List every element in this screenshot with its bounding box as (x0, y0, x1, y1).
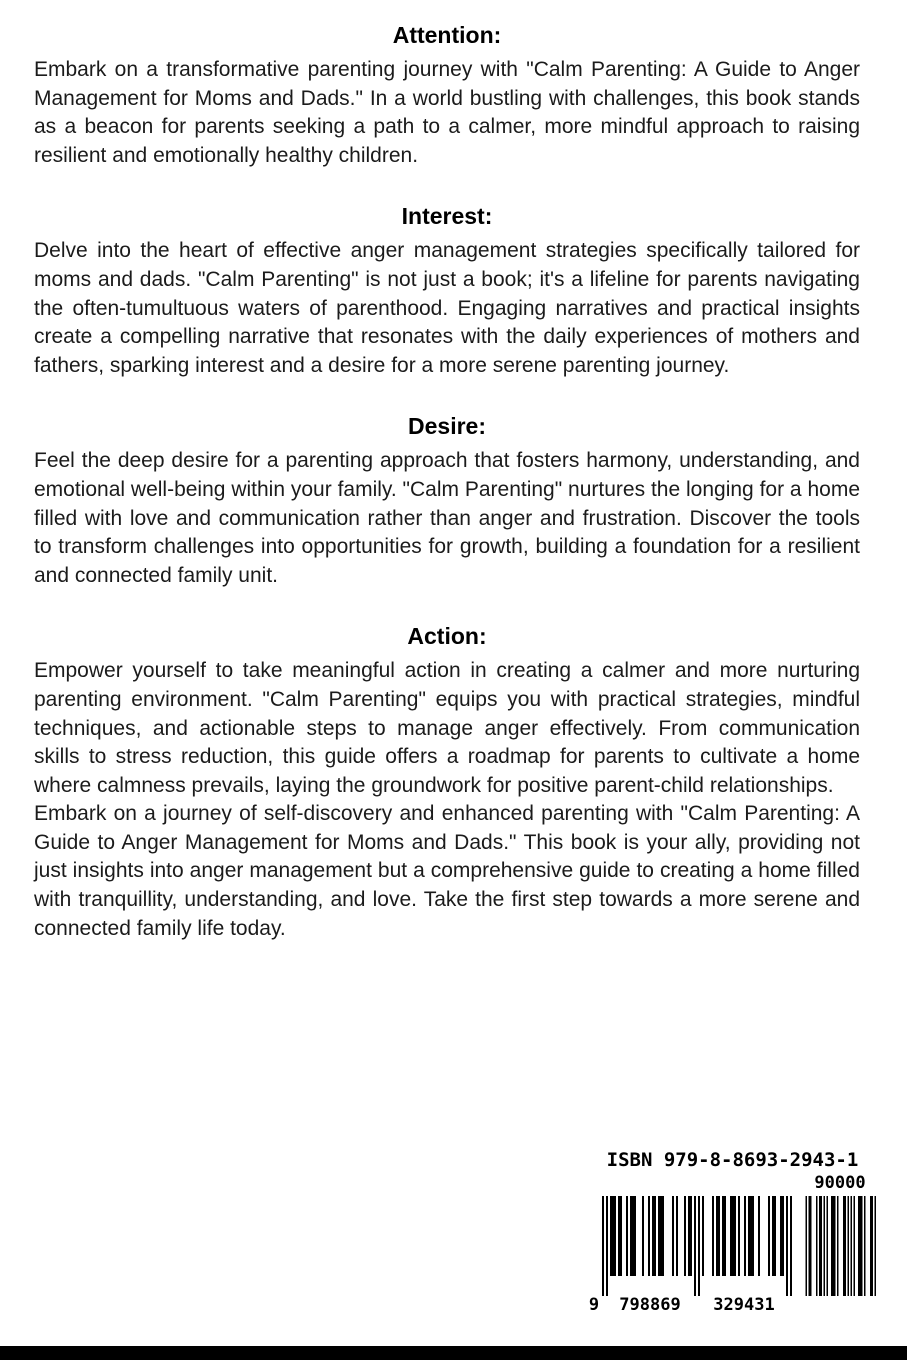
isbn-label: ISBN 979-8-8693-2943-1 (606, 1149, 859, 1171)
ean-digit-group-1: 9 (588, 1295, 600, 1314)
section-heading-interest: Interest: (401, 203, 493, 230)
section-paragraph: Delve into the heart of effective anger management strategies specifically tailored for moms and dads. "Calm Parenting" is not just a book; it's a lifeline for parents navigating the often-tumultuous waters of parenthood. Engaging narratives and practical insights create a compelling narrative that resonates with the daily experiences of mothers and fathers, sparking interest and a desire for a more serene parenting journey. (34, 239, 860, 377)
section-interest (34, 201, 860, 380)
section-paragraph: Feel the deep desire for a parenting approach that fosters harmony, understanding, and emotional well-being within your family. "Calm Parenting" nurtures the longing for a home filled with love and communication rather than anger and frustration. Discover the tools to transform challenges into opportunities for growth, building a foundation for a resilient and connected family unit. (34, 449, 860, 587)
price-code: 90000 (814, 1173, 866, 1193)
ean-digit-group-2: 798869 (619, 1295, 681, 1314)
section-heading-desire: Desire: (408, 413, 486, 440)
ean-digit-group-3: 329431 (713, 1295, 775, 1314)
section-paragraph: Embark on a journey of self-discovery and enhanced parenting with "Calm Parenting: A Guide to Anger Management for Moms and Dads." This book is your ally, providing not just insights into anger management but a comprehensive guide to creating a home filled with tranquillity, understanding, and love. Take the first step towards a more serene and connected family life today. (34, 802, 860, 940)
section-paragraph: Embark on a transformative parenting journey with "Calm Parenting: A Guide to Anger Management for Moms and Dads." In a world bustling with challenges, this book stands as a beacon for parents seeking a path to a calmer, more mindful approach to raising resilient and emotionally healthy children. (34, 58, 860, 167)
section-heading-attention: Attention: (392, 22, 502, 48)
bottom-black-bar (0, 1346, 907, 1360)
isbn-barcode-block (588, 1148, 877, 1314)
section-action (34, 621, 860, 943)
section-paragraph: Empower yourself to take meaningful action in creating a calmer and more nurturing parenting environment. "Calm Parenting" equips you with practical strategies, mindful techniques, and actionable steps to manage anger effectively. From communication skills to stress reduction, this guide offers a roadmap for parents to cultivate a home where calmness prevails, laying the groundwork for positive parent-child relationships. (34, 659, 860, 797)
section-heading-action: Action: (407, 623, 487, 650)
section-attention (34, 20, 860, 170)
barcode-bars-icon (588, 1196, 877, 1314)
section-desire (34, 411, 860, 590)
